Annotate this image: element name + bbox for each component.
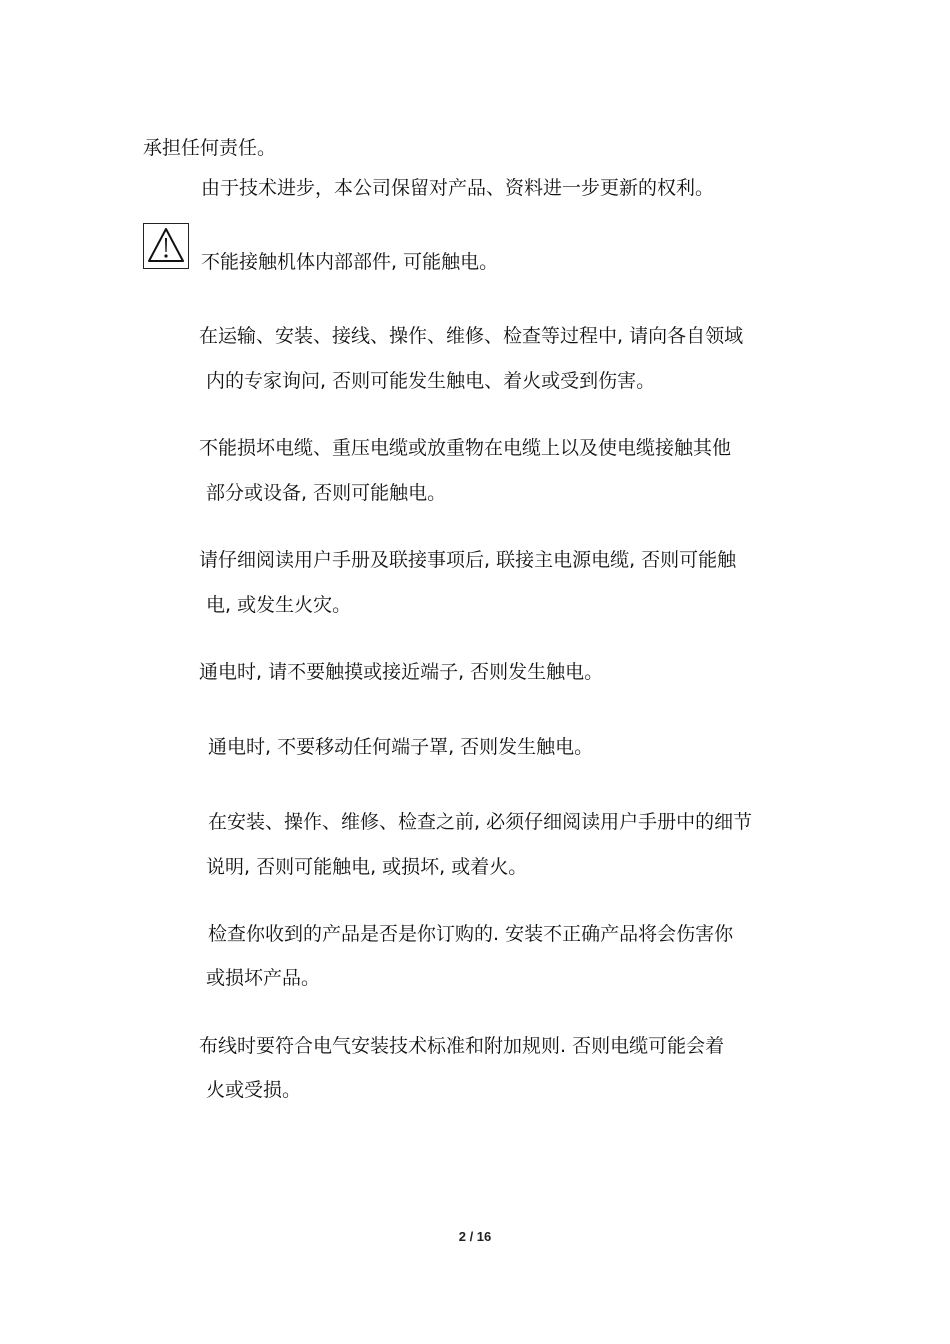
- item-3-line-1: 请仔细阅读用户手册及联接事项后, 联接主电源电缆, 否则可能触: [199, 549, 737, 571]
- item-6-line-2: 说明, 否则可能触电, 或损坏, 或着火。: [206, 856, 528, 878]
- intro-line-2: 由于技术进步，本公司保留对产品、资料进一步更新的权利。: [201, 177, 715, 199]
- item-1-line-1: 在运输、安装、接线、操作、维修、检查等过程中, 请向各自领域: [199, 325, 744, 347]
- item-7-line-1: 检查你收到的产品是否是你订购的. 安装不正确产品将会伤害你: [208, 923, 734, 945]
- item-7-line-2: 或损坏产品。: [206, 967, 321, 989]
- item-8-line-2: 火或受损。: [206, 1079, 302, 1101]
- warning-box: [143, 223, 189, 269]
- item-2-line-2: 部分或设备, 否则可能触电。: [206, 482, 447, 504]
- intro-line-1: 承担任何责任。: [143, 137, 277, 159]
- page-number: 2 / 16: [458, 1229, 492, 1244]
- warning-triangle-icon: [144, 224, 188, 268]
- item-4-line-1: 通电时, 请不要触摸或接近端子, 否则发生触电。: [199, 661, 604, 683]
- item-3-line-2: 电, 或发生火灾。: [206, 594, 352, 616]
- warning-text: 不能接触机体内部部件, 可能触电。: [201, 251, 499, 273]
- item-1-line-2: 内的专家询问, 否则可能发生触电、着火或受到伤害。: [206, 370, 656, 392]
- item-2-line-1: 不能损坏电缆、重压电缆或放重物在电缆上以及使电缆接触其他: [199, 437, 732, 459]
- item-8-line-1: 布线时要符合电气安装技术标准和附加规则. 否则电缆可能会着: [199, 1035, 725, 1057]
- item-5-line-1: 通电时, 不要移动任何端子罩, 否则发生触电。: [208, 736, 594, 758]
- item-6-line-1: 在安装、操作、维修、检查之前, 必须仔细阅读用户手册中的细节: [208, 811, 753, 833]
